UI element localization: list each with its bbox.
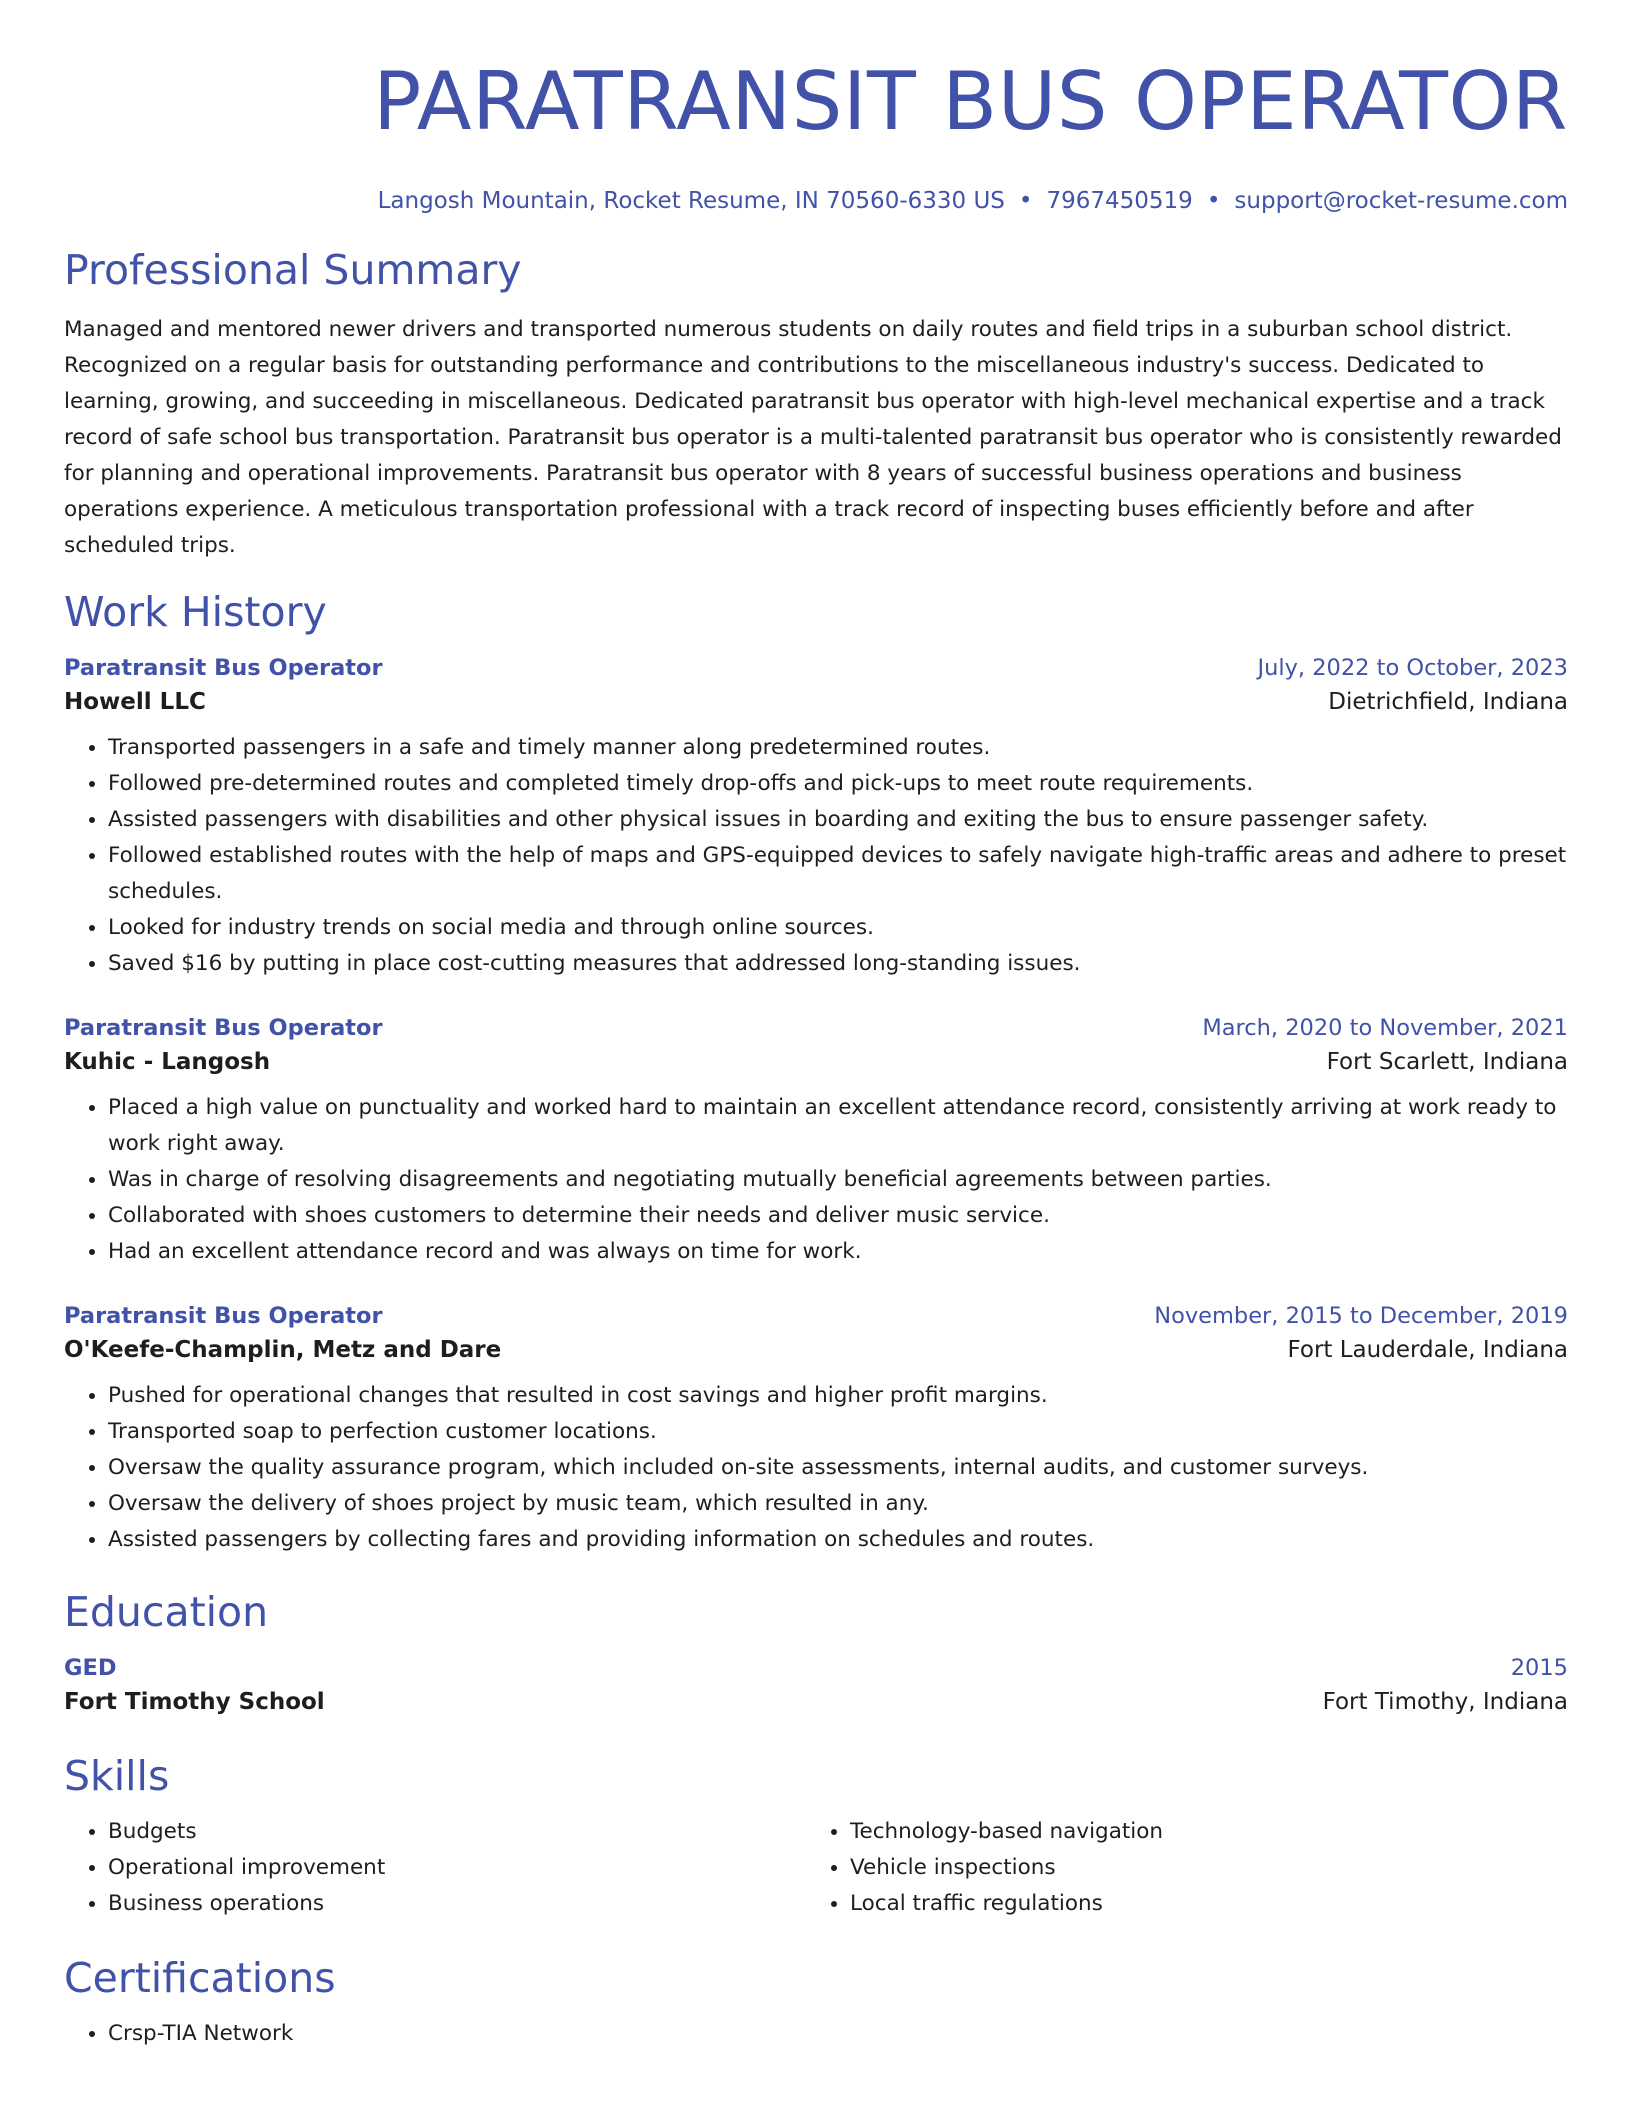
- job-bullet: • Collaborated with shoes customers to determine their needs and deliver music service.: [108, 1198, 1568, 1234]
- contact-separator: •: [1206, 188, 1221, 214]
- summary-text: Managed and mentored newer drivers and transported numerous students on daily routes and field trips in a suburban school district. Recognized on a regular basis for outstanding performance and contributions to the miscellaneous industry's success. Dedicated to learning, growing, and succeeding in miscellaneous. Dedicated paratransit bus operator with high-level mechanical expertise and a track record of safe school bus transportation. Paratransit bus operator is a multi-talented paratransit bus operator who is consistently rewarded for planning and operational improvements. Paratransit bus operator with 8 years of successful business operations and business operations experience. A meticulous transportation professional with a track record of inspecting buses efficiently before and after scheduled trips.: [64, 317, 1562, 558]
- job-entry: [64, 1300, 1568, 1558]
- job-title: Paratransit Bus Operator: [64, 655, 383, 681]
- job-bullet: • Saved $16 by putting in place cost-cutting measures that addressed long-standing issues.: [108, 946, 1568, 982]
- job-bullet: • Transported soap to perfection customer locations.: [108, 1414, 1568, 1450]
- contact-email: support@rocket-resume.com: [1234, 188, 1568, 214]
- job-bullet: • Placed a high value on punctuality and worked hard to maintain an excellent attendance record, consistently arriving at work ready to work right away.: [108, 1090, 1568, 1162]
- job-bullet: • Assisted passengers by collecting fares and providing information on schedules and routes.: [108, 1522, 1568, 1558]
- contact-phone: 7967450519: [1046, 188, 1193, 214]
- job-location: Fort Lauderdale, Indiana: [1287, 1337, 1568, 1363]
- job-company: Kuhic - Langosh: [64, 1049, 271, 1075]
- job-bullets: [64, 1378, 1568, 1558]
- skills-list: [64, 1814, 1568, 1922]
- skill-item: • Technology-based navigation: [850, 1814, 1548, 1850]
- skill-item: • Operational improvement: [108, 1850, 806, 1886]
- education-year: 2015: [1510, 1655, 1568, 1681]
- job-bullet: • Assisted passengers with disabilities and other physical issues in boarding and exiting the bus to ensure passenger safety.: [108, 802, 1568, 838]
- skills-column-right: [806, 1814, 1548, 1922]
- skill-item: • Vehicle inspections: [850, 1850, 1548, 1886]
- contact-address: Langosh Mountain, Rocket Resume, IN 70560-6330 US: [377, 188, 1005, 214]
- certification-item: • Crsp-TIA Network: [108, 2016, 1568, 2052]
- job-bullets: [64, 1090, 1568, 1270]
- job-bullet: • Followed pre-determined routes and completed timely drop-offs and pick-ups to meet route requirements.: [108, 766, 1568, 802]
- job-entry: [64, 652, 1568, 982]
- skills-heading: Skills: [64, 1752, 170, 1800]
- job-bullet: • Was in charge of resolving disagreements and negotiating mutually beneficial agreements between parties.: [108, 1162, 1568, 1198]
- job-dates: November, 2015 to December, 2019: [1154, 1303, 1568, 1329]
- certifications-heading: Certifications: [64, 1954, 336, 2002]
- job-dates: July, 2022 to October, 2023: [1257, 655, 1568, 681]
- certifications-list: [64, 2016, 1568, 2052]
- education-school: Fort Timothy School: [64, 1689, 325, 1715]
- job-bullet: • Transported passengers in a safe and timely manner along predetermined routes.: [108, 730, 1568, 766]
- skill-item: • Local traffic regulations: [850, 1886, 1548, 1922]
- contact-separator: •: [1018, 188, 1033, 214]
- education-location: Fort Timothy, Indiana: [1322, 1689, 1568, 1715]
- education-entry: [64, 1652, 1568, 1720]
- job-title: Paratransit Bus Operator: [64, 1303, 383, 1329]
- skill-item: • Budgets: [108, 1814, 806, 1850]
- skill-item: • Business operations: [108, 1886, 806, 1922]
- education-degree: GED: [64, 1655, 117, 1681]
- job-bullet: • Looked for industry trends on social media and through online sources.: [108, 910, 1568, 946]
- job-bullet: • Had an excellent attendance record and was always on time for work.: [108, 1234, 1568, 1270]
- skills-column-left: [64, 1814, 806, 1922]
- job-bullet: • Pushed for operational changes that resulted in cost savings and higher profit margins.: [108, 1378, 1568, 1414]
- job-bullets: [64, 730, 1568, 982]
- job-entry: [64, 1012, 1568, 1270]
- job-bullet: • Oversaw the quality assurance program, which included on-site assessments, internal audits, and customer surveys.: [108, 1450, 1568, 1486]
- job-dates: March, 2020 to November, 2021: [1202, 1015, 1568, 1041]
- work-history-heading: Work History: [64, 588, 327, 636]
- job-company: O'Keefe-Champlin, Metz and Dare: [64, 1337, 502, 1363]
- job-bullet: • Followed established routes with the help of maps and GPS-equipped devices to safely navigate high-traffic areas and adhere to preset schedules.: [108, 838, 1568, 910]
- resume-name: PARATRANSIT BUS OPERATOR: [373, 55, 1568, 148]
- job-location: Dietrichfield, Indiana: [1328, 689, 1568, 715]
- resume-page: [64, 0, 1568, 2052]
- job-title: Paratransit Bus Operator: [64, 1015, 383, 1041]
- contact-line: [64, 186, 1568, 216]
- summary-heading: Professional Summary: [64, 246, 522, 294]
- job-company: Howell LLC: [64, 689, 206, 715]
- job-location: Fort Scarlett, Indiana: [1326, 1049, 1568, 1075]
- education-heading: Education: [64, 1588, 269, 1636]
- job-bullet: • Oversaw the delivery of shoes project by music team, which resulted in any.: [108, 1486, 1568, 1522]
